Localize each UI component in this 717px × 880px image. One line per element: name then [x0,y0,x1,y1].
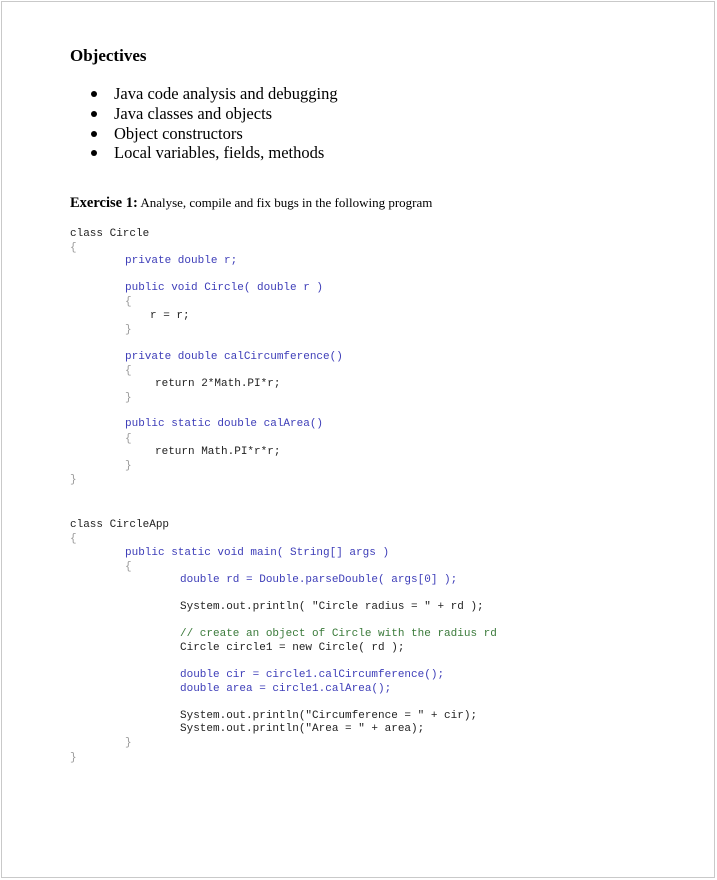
objectives-heading: Objectives [70,46,147,65]
exercise-label: Exercise 1: [70,195,138,211]
code-line: { [125,296,132,308]
code-line: return Math.PI*r*r; [155,446,281,458]
exercise-title [70,195,432,212]
code-line: { [70,242,77,254]
code-line: System.out.println("Circumference = " + cir); [180,710,478,722]
code-line: return 2*Math.PI*r; [155,378,281,390]
code-line: { [125,365,132,377]
code-line: } [125,460,132,472]
exercise-description: Analyse, compile and fix bugs in the following program [137,195,433,210]
bullet-icon [91,111,97,117]
document-page [1,1,715,878]
code-line: public void Circle( double r ) [125,282,324,294]
code-line: private double r; [125,255,238,267]
code-line: { [125,561,132,573]
code-line: public static double calArea() [125,418,324,430]
objectives-list [88,84,338,163]
code-line: } [125,392,132,404]
bullet-icon [91,91,97,97]
code-line: Circle circle1 = new Circle( rd ); [180,642,405,654]
bullet-icon [91,131,97,137]
code-line: { [125,433,132,445]
code-comment: // create an object of Circle with the radius rd [180,628,497,640]
code-line: } [70,752,77,764]
code-line: } [70,474,77,486]
code-line: } [125,324,132,336]
code-line: double cir = circle1.calCircumference(); [180,669,445,681]
code-line: System.out.println("Area = " + area); [180,723,425,735]
code-line: r = r; [150,310,190,322]
list-item: Java code analysis and debugging [88,84,338,104]
code-line: { [70,533,77,545]
code-line: System.out.println( "Circle radius = " + rd ); [180,601,484,613]
code-line: class CircleApp [70,519,170,531]
code-line: double area = circle1.calArea(); [180,683,392,695]
list-item: Object constructors [88,124,338,144]
list-item: Local variables, fields, methods [88,143,338,163]
list-item: Java classes and objects [88,104,338,124]
code-line: } [125,737,132,749]
code-line: double rd = Double.parseDouble( args[0] ); [180,574,458,586]
code-line: public static void main( String[] args ) [125,547,390,559]
code-line: private double calCircumference() [125,351,343,363]
code-line: class Circle [70,228,150,240]
bullet-icon [91,150,97,156]
